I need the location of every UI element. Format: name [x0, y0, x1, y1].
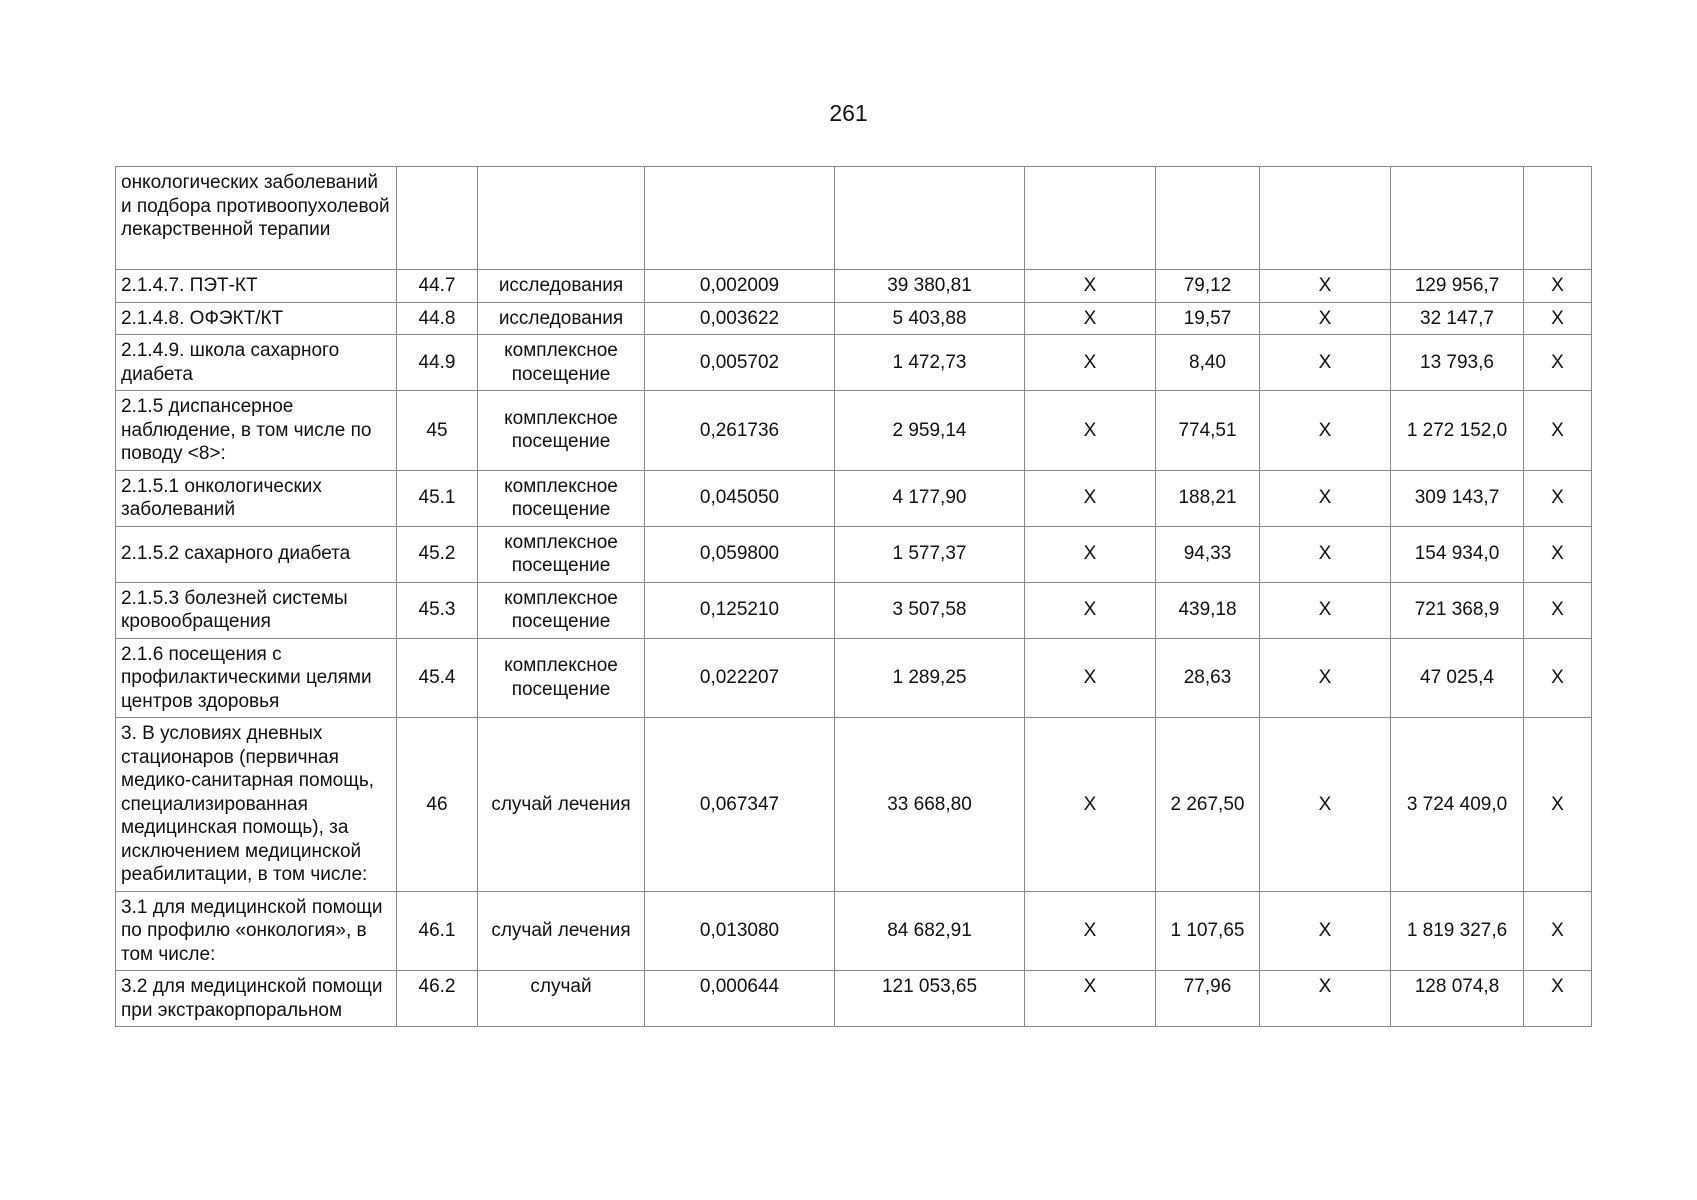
cell-norm-value: [645, 167, 835, 270]
cell-unit-cost: 5 403,88: [835, 302, 1025, 335]
cell-col-9: 1 819 327,6: [1391, 891, 1524, 971]
cell-col-7: 19,57: [1156, 302, 1260, 335]
cell-col-7: [1156, 167, 1260, 270]
cell-unit-cost: 4 177,90: [835, 470, 1025, 526]
cell-col-8: X: [1260, 718, 1391, 892]
cell-indicator-name: 2.1.6 посещения с профилактическими целями центров здоровья: [116, 638, 397, 718]
cell-col-8: X: [1260, 335, 1391, 391]
cell-col-9: 154 934,0: [1391, 526, 1524, 582]
cell-col-6: X: [1025, 470, 1156, 526]
cell-unit-cost: 121 053,65: [835, 971, 1025, 1027]
page-number: 261: [829, 100, 868, 126]
cell-row-code: 46.1: [397, 891, 478, 971]
cell-unit-cost: 84 682,91: [835, 891, 1025, 971]
cell-col-6: X: [1025, 526, 1156, 582]
cell-col-8: [1260, 167, 1391, 270]
cell-col-8: X: [1260, 470, 1391, 526]
cell-col-7: 8,40: [1156, 335, 1260, 391]
cell-col-8: X: [1260, 270, 1391, 303]
cell-row-code: 45.3: [397, 582, 478, 638]
cell-row-code: 45: [397, 391, 478, 471]
table-row: [116, 582, 1592, 638]
cell-indicator-name: 2.1.4.8. ОФЭКТ/КТ: [116, 302, 397, 335]
table-row: [116, 526, 1592, 582]
cell-col-9: 47 025,4: [1391, 638, 1524, 718]
cell-row-code: 44.7: [397, 270, 478, 303]
cell-col-7: 1 107,65: [1156, 891, 1260, 971]
cell-col-8: X: [1260, 302, 1391, 335]
cell-unit-of-measure: комплексное посещение: [478, 638, 645, 718]
cell-norm-value: 0,067347: [645, 718, 835, 892]
cell-col-10: X: [1524, 270, 1592, 303]
cell-col-8: X: [1260, 582, 1391, 638]
cell-row-code: 46.2: [397, 971, 478, 1027]
cell-norm-value: 0,005702: [645, 335, 835, 391]
table-row: [116, 971, 1592, 1027]
cell-unit-cost: [835, 167, 1025, 270]
table-row: [116, 167, 1592, 270]
cell-col-6: X: [1025, 718, 1156, 892]
cell-col-10: X: [1524, 971, 1592, 1027]
cell-norm-value: 0,022207: [645, 638, 835, 718]
cell-unit-of-measure: случай лечения: [478, 891, 645, 971]
cell-col-7: 774,51: [1156, 391, 1260, 471]
cell-indicator-name: 2.1.4.9. школа сахарного диабета: [116, 335, 397, 391]
table-row: [116, 470, 1592, 526]
cell-col-10: [1524, 167, 1592, 270]
cell-col-6: X: [1025, 638, 1156, 718]
cell-row-code: 45.2: [397, 526, 478, 582]
cell-row-code: 44.9: [397, 335, 478, 391]
cell-col-10: X: [1524, 302, 1592, 335]
cell-col-7: 2 267,50: [1156, 718, 1260, 892]
cell-unit-of-measure: случай лечения: [478, 718, 645, 892]
table-row: [116, 270, 1592, 303]
cell-col-10: X: [1524, 891, 1592, 971]
cell-unit-cost: 39 380,81: [835, 270, 1025, 303]
cell-unit-cost: 3 507,58: [835, 582, 1025, 638]
cell-col-9: [1391, 167, 1524, 270]
table-row: [116, 891, 1592, 971]
table-row: [116, 718, 1592, 892]
cell-norm-value: 0,003622: [645, 302, 835, 335]
cell-col-7: 94,33: [1156, 526, 1260, 582]
cell-unit-of-measure: комплексное посещение: [478, 582, 645, 638]
cell-col-8: X: [1260, 638, 1391, 718]
cell-col-6: [1025, 167, 1156, 270]
cell-col-10: X: [1524, 391, 1592, 471]
cell-col-9: 129 956,7: [1391, 270, 1524, 303]
cell-col-6: X: [1025, 391, 1156, 471]
cell-indicator-name: 3.1 для медицинской помощи по профилю «онкология», в том числе:: [116, 891, 397, 971]
cell-indicator-name: 2.1.5.3 болезней системы кровообращения: [116, 582, 397, 638]
cell-indicator-name: 3. В условиях дневных стационаров (первичная медико-санитарная помощь, специализированная медицинская помощь), за исключением медицинской реабилитации, в том числе:: [116, 718, 397, 892]
cell-col-7: 77,96: [1156, 971, 1260, 1027]
cell-unit-cost: 2 959,14: [835, 391, 1025, 471]
cell-col-9: 3 724 409,0: [1391, 718, 1524, 892]
cell-indicator-name: 2.1.4.7. ПЭТ-КТ: [116, 270, 397, 303]
cell-col-9: 1 272 152,0: [1391, 391, 1524, 471]
cell-unit-cost: 33 668,80: [835, 718, 1025, 892]
table-body: [116, 167, 1592, 1027]
cell-indicator-name: 2.1.5 диспансерное наблюдение, в том числе по поводу <8>:: [116, 391, 397, 471]
cell-col-8: X: [1260, 526, 1391, 582]
cell-unit-of-measure: исследования: [478, 302, 645, 335]
cell-col-7: 188,21: [1156, 470, 1260, 526]
cell-col-9: 721 368,9: [1391, 582, 1524, 638]
cell-unit-cost: 1 472,73: [835, 335, 1025, 391]
cell-col-10: X: [1524, 526, 1592, 582]
cell-norm-value: 0,261736: [645, 391, 835, 471]
cell-row-code: 45.4: [397, 638, 478, 718]
data-table: [115, 166, 1592, 1027]
cell-col-6: X: [1025, 582, 1156, 638]
cell-row-code: 45.1: [397, 470, 478, 526]
cell-unit-of-measure: комплексное посещение: [478, 470, 645, 526]
cell-indicator-name: 2.1.5.2 сахарного диабета: [116, 526, 397, 582]
cell-indicator-name: 2.1.5.1 онкологических заболеваний: [116, 470, 397, 526]
cell-unit-of-measure: случай: [478, 971, 645, 1027]
cell-row-code: [397, 167, 478, 270]
cell-norm-value: 0,059800: [645, 526, 835, 582]
cell-col-6: X: [1025, 302, 1156, 335]
cell-col-7: 439,18: [1156, 582, 1260, 638]
cell-unit-of-measure: исследования: [478, 270, 645, 303]
cell-col-6: X: [1025, 891, 1156, 971]
cell-col-8: X: [1260, 391, 1391, 471]
cell-row-code: 44.8: [397, 302, 478, 335]
cell-norm-value: 0,045050: [645, 470, 835, 526]
cell-unit-of-measure: комплексное посещение: [478, 391, 645, 471]
table-row: [116, 302, 1592, 335]
table-row: [116, 391, 1592, 471]
cell-col-8: X: [1260, 971, 1391, 1027]
cell-col-8: X: [1260, 891, 1391, 971]
cell-norm-value: 0,000644: [645, 971, 835, 1027]
cell-norm-value: 0,013080: [645, 891, 835, 971]
cell-unit-of-measure: комплексное посещение: [478, 526, 645, 582]
cell-col-6: X: [1025, 335, 1156, 391]
table-row: [116, 638, 1592, 718]
cell-unit-of-measure: комплексное посещение: [478, 335, 645, 391]
cell-col-7: 28,63: [1156, 638, 1260, 718]
cell-col-10: X: [1524, 638, 1592, 718]
table-row: [116, 335, 1592, 391]
cell-row-code: 46: [397, 718, 478, 892]
cell-col-10: X: [1524, 470, 1592, 526]
cell-indicator-name: 3.2 для медицинской помощи при экстракорпоральном: [116, 971, 397, 1027]
cell-unit-cost: 1 577,37: [835, 526, 1025, 582]
cell-col-10: X: [1524, 718, 1592, 892]
cell-col-6: X: [1025, 971, 1156, 1027]
cell-col-10: X: [1524, 335, 1592, 391]
cell-unit-of-measure: [478, 167, 645, 270]
cell-col-6: X: [1025, 270, 1156, 303]
cell-indicator-name: онкологических заболеваний и подбора противоопухолевой лекарственной терапии: [116, 167, 397, 270]
cell-col-9: 32 147,7: [1391, 302, 1524, 335]
cell-norm-value: 0,125210: [645, 582, 835, 638]
cell-col-9: 128 074,8: [1391, 971, 1524, 1027]
cell-norm-value: 0,002009: [645, 270, 835, 303]
cell-unit-cost: 1 289,25: [835, 638, 1025, 718]
cell-col-7: 79,12: [1156, 270, 1260, 303]
cell-col-9: 13 793,6: [1391, 335, 1524, 391]
cell-col-9: 309 143,7: [1391, 470, 1524, 526]
cell-col-10: X: [1524, 582, 1592, 638]
